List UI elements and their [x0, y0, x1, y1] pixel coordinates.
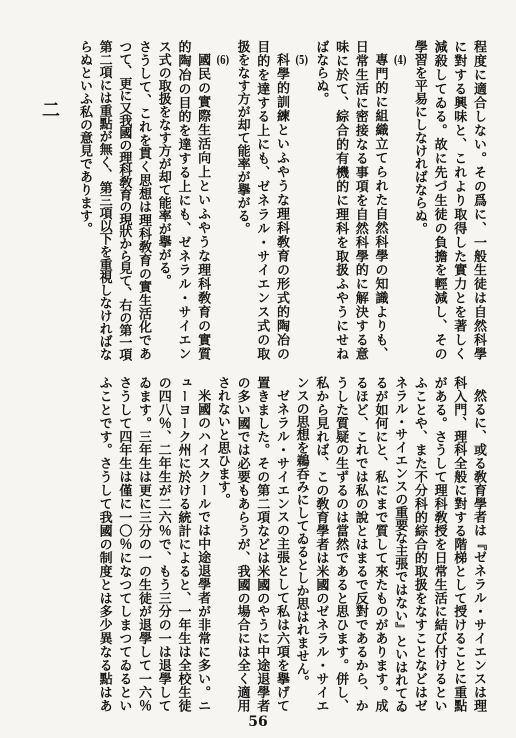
- text-line: ンスの思想を鵜呑みにしてゐるとしか思はれません。: [293, 376, 309, 688]
- text-line: るほど、これでは私の說とはまるで反對であるから、か: [352, 376, 368, 712]
- text-line: ューヨーク州に於ける統計によると、一年生は全校生徒: [175, 376, 191, 712]
- text-line: されないと思ひます。: [214, 376, 230, 506]
- text-line: ふことです。さうして我國の制度とは多少異なる點はあ: [96, 376, 112, 712]
- text-line: 私から見れば、この敎育學者は米國のゼネラル・サイエ: [313, 376, 329, 712]
- lower-text-block: [94, 376, 488, 712]
- section-number: 二: [39, 100, 60, 118]
- text-line: 日常生活に密接なる事項を自然科學的に解決する意: [352, 40, 368, 360]
- item-number: (4): [393, 54, 407, 67]
- text-line: さうして四年生は僅に一〇％になつてしまつてゐるとい: [116, 376, 132, 712]
- text-line: の多い國では必要もあらうが、我國の場合には全く適用: [234, 376, 250, 712]
- text-line: 米國のハイスクールでは中途退學者が非常に多い。ニ: [195, 389, 211, 712]
- text-line: 置きました。その第二項などは米國のやうに中途退學者: [254, 376, 270, 712]
- text-line: 減殺してゐる。故に先づ生徒の負擔を輕減し、その: [431, 40, 447, 360]
- upper-text-block: [74, 40, 488, 360]
- text-line: ばならぬ。: [313, 40, 329, 105]
- text-line: の四八％、二年生が二六％で、もう三分の一は退學して: [155, 376, 171, 712]
- text-line: 扱をなす方が却て能率が擧がる。: [234, 40, 250, 235]
- page-number: 56: [248, 714, 268, 730]
- text-line: 科入門、理科全般に對する階梯として授けることに重點: [451, 376, 467, 712]
- text-line: 程度に適合しない。その爲に、一般生徒は自然科學: [471, 40, 486, 360]
- text-line: つて、更に又我國の理科敎育の現狀から見て、右の第一項: [116, 40, 132, 361]
- text-line: ゐます。三年生は更に三分の一の生徒が退學して一六％: [136, 376, 152, 712]
- text-line: 專門的に組織立てられた自然科學の知識よりも、: [372, 53, 388, 360]
- item-number: (5): [295, 54, 309, 67]
- text-line: 科學的訓練といふやうな理科敎育の形式的陶冶の: [273, 53, 289, 360]
- text-line: 目的を達する上にも、ゼネラル・サイエンス式の取: [254, 40, 270, 360]
- text-line: るが如何にと、私にまで質して來たものがあります。成: [372, 376, 388, 712]
- text-line: 味に於て、綜合的有機的に理科を取扱ふやうにせね: [333, 40, 349, 360]
- text-line: ス式の取扱をなす方が却て能率が擧がる。: [155, 40, 171, 287]
- text-line: さうして、これを貫く思想は理科敎育の實生活化であ: [136, 40, 152, 360]
- text-line: 第二項には重點が無く、第三項以下を重視しなければな: [96, 40, 112, 360]
- item-number: (6): [216, 54, 230, 67]
- text-line: 然るに、或る敎育學者は『ゼネラル・サイエンスは理: [471, 389, 486, 712]
- text-line: に對する興味と、これより取得した實力とを著しく: [451, 40, 467, 360]
- text-line: 學習を平易にしなければならぬ。: [411, 40, 427, 235]
- text-line: がある。さうして理科敎授を日常生活に結び付けるとい: [431, 376, 447, 712]
- text-line: らぬといふ私の意見であります。: [76, 40, 92, 235]
- text-line: ネラル・サイエンスの重要な主張ではない』といはれてゐ: [392, 376, 408, 712]
- text-line: 國民の實際生活向上といふやうな理科敎育の實質: [195, 53, 211, 360]
- text-line: 的陶冶の目的を達する上にも、ゼネラル・サイエン: [175, 40, 191, 360]
- text-line: ふことや、また不分科的綜合的取扱をなすことなどはゼ: [411, 376, 427, 712]
- text-line: うした質疑の生ずるのは當然であると思ひます。併し、: [333, 376, 349, 712]
- text-line: ゼネラル・サイエンスの主張として私は六項を擧げて: [273, 389, 289, 713]
